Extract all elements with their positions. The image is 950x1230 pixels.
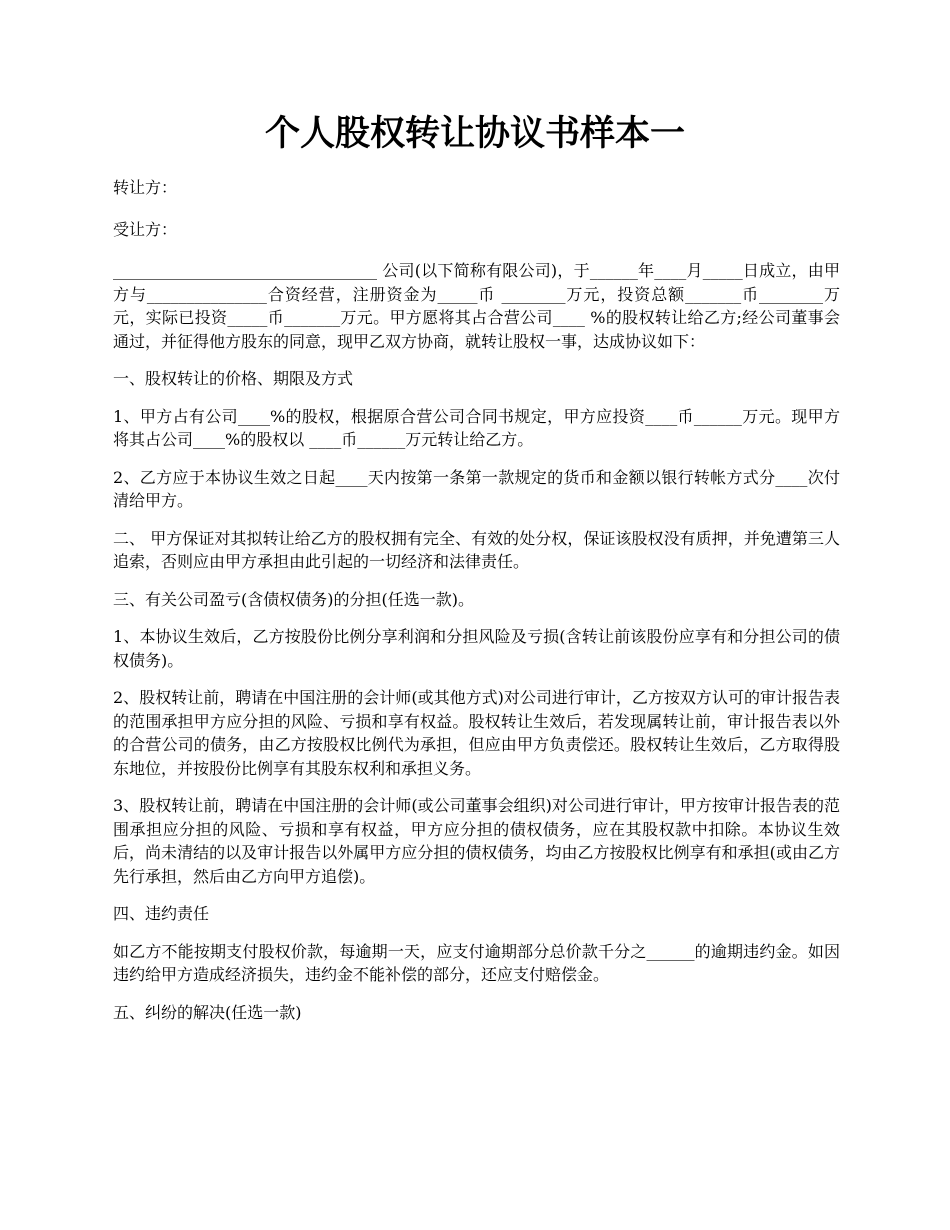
clause-3-1: 1、本协议生效后，乙方按股份比例分享利润和分担风险及亏损(含转让前该股份应享有和分担公司的债权债务)。 [113,627,840,670]
document-title: 个人股权转让协议书样本一 [264,113,685,154]
clause-3-2: 2、股权转让前，聘请在中国注册的会计师(或其他方式)对公司进行审计，乙方按双方认可的审计报告表的范围承担甲方应分担的风险、亏损和享有权益。股权转让生效后，若发现属转让前，审计报告表以外的合营公司的债务，由乙方按股权比例代为承担，但应由甲方负责偿还。股权转让生效后，乙方取得股东地位，并按股份比例享有其股东权利和承担义务。 [113,688,840,778]
clause-1-1: 1、甲方占有公司____%的股权，根据原合营公司合同书规定，甲方应投资____币______万元。现甲方将其占公司____%的股权以 ____币______万元转让给乙方。 [113,406,840,449]
section-heading-4: 四、违约责任 [113,904,210,923]
preamble-paragraph: _________________________________ 公司(以下简称有限公司)，于______年____月_____日成立，由甲方与_______________合资经营，注册资金为_____币 ________万元，投资总额_______币________万元，实际已投资_____币_______万元。甲方愿将其占合营公司____ %的股权转让给乙方;经公司董事会通过，并征得他方股东的同意，现甲乙双方协商，就转让股权一事，达成协议如下： [113,261,840,351]
section-heading-3: 三、有关公司盈亏(含债权债务)的分担(任选一款)。 [113,589,474,609]
transferor-line: 转让方： [113,178,178,197]
transferee-line: 受让方： [113,219,178,239]
clause-3-3: 3、股权转让前，聘请在中国注册的会计师(或公司董事会组织)对公司进行审计，甲方按审计报告表的范围承担应分担的风险、亏损和享有权益，甲方应分担的债权债务，应在其股权款中扣除。本协议生效后，尚未清结的以及审计报告以外属甲方应分担的债权债务，均由乙方按股权比例享有和承担(或由乙方先行承担，然后由乙方向甲方追偿)。 [113,796,840,886]
section-heading-5: 五、纠纷的解决(任选一款) [113,1002,302,1022]
document-body [113,176,840,1038]
section-2-paragraph: 二、 甲方保证对其拟转让给乙方的股权拥有完全、有效的处分权，保证该股权没有质押，并免遭第三人追索，否则应由甲方承担由此引起的一切经济和法律责任。 [113,528,840,571]
clause-1-2: 2、乙方应于本协议生效之日起____天内按第一条第一款规定的货币和金额以银行转帐方式分____次付清给甲方。 [113,467,840,510]
clause-4-paragraph: 如乙方不能按期支付股权价款，每逾期一天，应支付逾期部分总价款千分之______的逾期违约金。如因违约给甲方造成经济损失，违约金不能补偿的部分，还应支付赔偿金。 [113,941,840,984]
section-heading-1: 一、股权转让的价格、期限及方式 [113,369,354,388]
